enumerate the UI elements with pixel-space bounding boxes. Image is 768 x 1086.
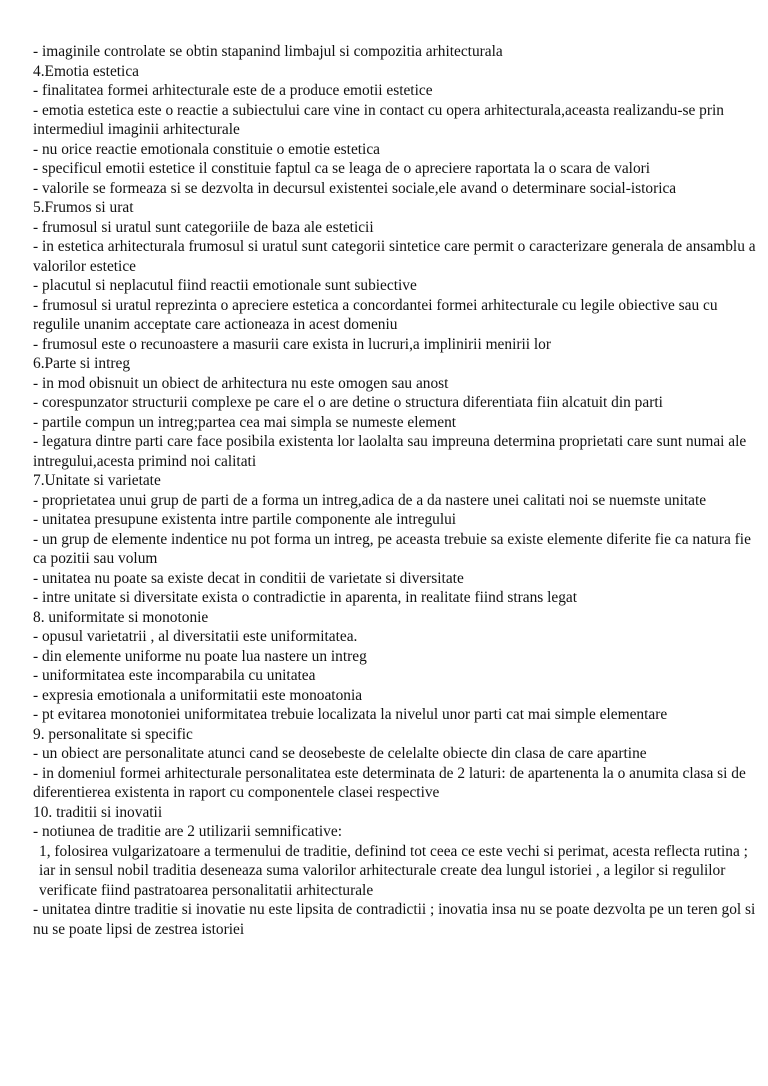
text-line: - emotia estetica este o reactie a subiectului care vine in contact cu opera arhitecturala,aceasta realizandu-se prin intermediul imaginii arhitecturale <box>33 101 724 138</box>
section-heading: 4.Emotia estetica <box>33 62 139 80</box>
text-line: - in domeniul formei arhitecturale personalitatea este determinata de 2 laturi: de apartenenta la o anumita clasa si de diferentierea existenta in raport cu componentele clasei respective <box>33 764 746 801</box>
section-heading: 6.Parte si intreg <box>33 355 131 372</box>
text-line: - pt evitarea monotoniei uniformitatea trebuie localizata la nivelul unor parti cat mai simple elementare <box>33 706 668 723</box>
text-line: - frumosul este o recunoastere a masurii care exista in lucruri,a implinirii menirii lor <box>33 335 551 353</box>
text-line: - un grup de elemente indentice nu pot forma un intreg, pe aceasta trebuie sa existe elemente diferite fie ca natura fie ca pozitii sau volum <box>33 530 751 567</box>
text-line: - specificul emotii estetice il constituie faptul ca se leaga de o apreciere raportata la o scara de valori <box>33 160 651 177</box>
text-line: - intre unitate si diversitate exista o contradictie in aparenta, in realitate fiind strans legat <box>33 589 578 606</box>
text-line: - frumosul si uratul sunt categoriile de baza ale esteticii <box>33 218 374 236</box>
text-line: - expresia emotionala a uniformitatii este monoatonia <box>33 686 363 704</box>
section-heading: 8. uniformitate si monotonie <box>33 608 209 626</box>
text-line: - placutul si neplacutul fiind reactii emotionale sunt subiective <box>33 277 417 294</box>
text-line: - notiunea de traditie are 2 utilizarii semnificative: <box>33 823 342 840</box>
text-line: - valorile se formeaza si se dezvolta in decursul existentei sociale,ele avand o determinare social-istorica <box>33 179 677 197</box>
section-heading: 5.Frumos si urat <box>33 199 134 216</box>
text-line: - finalitatea formei arhitecturale este de a produce emotii estetice <box>33 82 433 99</box>
text-line: - opusul varietatrii , al diversitatii este uniformitatea. <box>33 628 358 645</box>
document-page <box>33 42 758 939</box>
text-line: - corespunzator structurii complexe pe care el o are detine o structura diferentiata fiin alcatuit din parti <box>33 394 663 411</box>
text-line: - legatura dintre parti care face posibila existenta lor laolalta sau impreuna determina proprietati care sunt numai ale intregului,acesta primind noi calitati <box>33 433 747 470</box>
text-line: - uniformitatea este incomparabila cu unitatea <box>33 667 316 684</box>
text-line: - in mod obisnuit un obiect de arhitectura nu este omogen sau anost <box>33 374 449 392</box>
section-heading: 9. personalitate si specific <box>33 725 193 743</box>
text-line: - nu orice reactie emotionala constituie o emotie estetica <box>33 140 380 158</box>
section-heading: 10. traditii si inovatii <box>33 803 163 821</box>
text-line: - unitatea presupune existenta intre partile componente ale intregului <box>33 511 457 528</box>
text-line: - din elemente uniforme nu poate lua nastere un intreg <box>33 647 367 665</box>
text-line: - unitatea nu poate sa existe decat in conditii de varietate si diversitate <box>33 569 464 587</box>
text-line: - imaginile controlate se obtin stapanind limbajul si compozitia arhitecturala <box>33 43 503 60</box>
text-line: - proprietatea unui grup de parti de a forma un intreg,adica de a da nastere unei calitati noi se nuemste unitate <box>33 491 707 509</box>
text-line: - in estetica arhitecturala frumosul si uratul sunt categorii sintetice care permit o caracterizare generala de ansamblu a valorilor estetice <box>33 238 756 275</box>
text-line: - unitatea dintre traditie si inovatie nu este lipsita de contradictii ; inovatia insa nu se poate dezvolta pe un teren gol si nu se poate lipsi de zestrea istoriei <box>33 901 756 938</box>
text-line: 1, folosirea vulgarizatoare a termenului de traditie, definind tot ceea ce este vechi si perimat, acesta reflecta rutina ; iar in sensul nobil traditia deseneaza suma valorilor arhitecturale create dea lungul istoriei , a legilor si regulilor verificate fiind pastratoarea personalitatii arhitecturale <box>39 842 748 899</box>
section-heading: 7.Unitate si varietate <box>33 472 161 489</box>
text-line: - un obiect are personalitate atunci cand se deosebeste de celelalte obiecte din clasa de care apartine <box>33 745 647 762</box>
text-line: - partile compun un intreg;partea cea mai simpla se numeste element <box>33 413 457 431</box>
text-line: - frumosul si uratul reprezinta o apreciere estetica a concordantei formei arhitecturale cu legile obiective sau cu regulile unanim acceptate care actioneaza in acest domeniu <box>33 296 718 333</box>
